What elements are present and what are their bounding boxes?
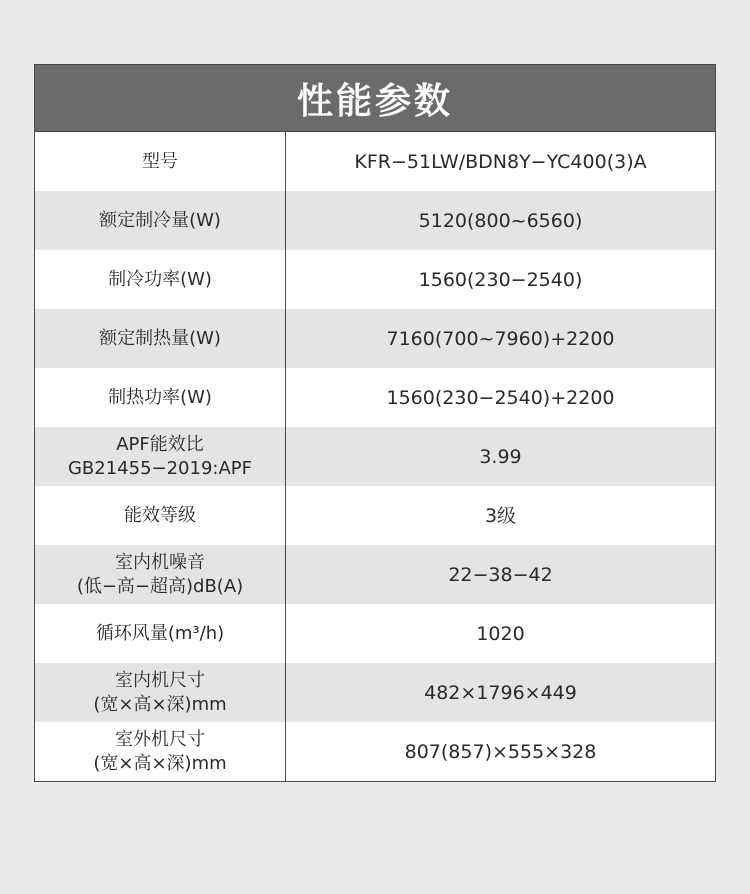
spec-table (34, 64, 716, 782)
spec-row-cooling-power (35, 250, 715, 309)
spec-label: 制热功率(W) (35, 368, 286, 427)
spec-value: 1560(230−2540)+2200 (386, 386, 615, 409)
spec-label: 型号 (35, 132, 286, 191)
spec-label: 制冷功率(W) (35, 250, 286, 309)
spec-row-heating-power (35, 368, 715, 427)
spec-label: 循环风量(m³/h) (35, 604, 286, 663)
spec-value: KFR−51LW/BDN8Y−YC400(3)A (354, 150, 647, 173)
spec-label: 室内机噪音 (低−高−超高)dB(A) (35, 545, 286, 604)
spec-row-energy-grade (35, 486, 715, 545)
spec-row-model (35, 132, 715, 191)
spec-value: 1020 (476, 622, 525, 645)
spec-value: 3级 (484, 504, 517, 527)
spec-row-indoor-size (35, 663, 715, 722)
spec-value: 3.99 (479, 445, 522, 468)
spec-label: 能效等级 (35, 486, 286, 545)
spec-label: 室外机尺寸 (宽×高×深)mm (35, 722, 286, 781)
spec-value: 7160(700~7960)+2200 (386, 327, 615, 350)
spec-value: 1560(230−2540) (418, 268, 583, 291)
spec-label: 额定制热量(W) (35, 309, 286, 368)
spec-value: 22−38−42 (448, 563, 553, 586)
spec-label: 额定制冷量(W) (35, 191, 286, 250)
spec-label: 室内机尺寸 (宽×高×深)mm (35, 663, 286, 722)
spec-row-rated-cooling (35, 191, 715, 250)
spec-label: APF能效比 GB21455−2019:APF (35, 427, 286, 486)
spec-table-title: 性能参数 (35, 65, 715, 132)
spec-value: 807(857)×555×328 (404, 740, 597, 763)
spec-row-outdoor-size (35, 722, 715, 781)
spec-row-apf (35, 427, 715, 486)
spec-row-airflow (35, 604, 715, 663)
spec-row-rated-heating (35, 309, 715, 368)
spec-row-indoor-noise (35, 545, 715, 604)
spec-value: 482×1796×449 (424, 681, 577, 704)
spec-value: 5120(800~6560) (418, 209, 583, 232)
